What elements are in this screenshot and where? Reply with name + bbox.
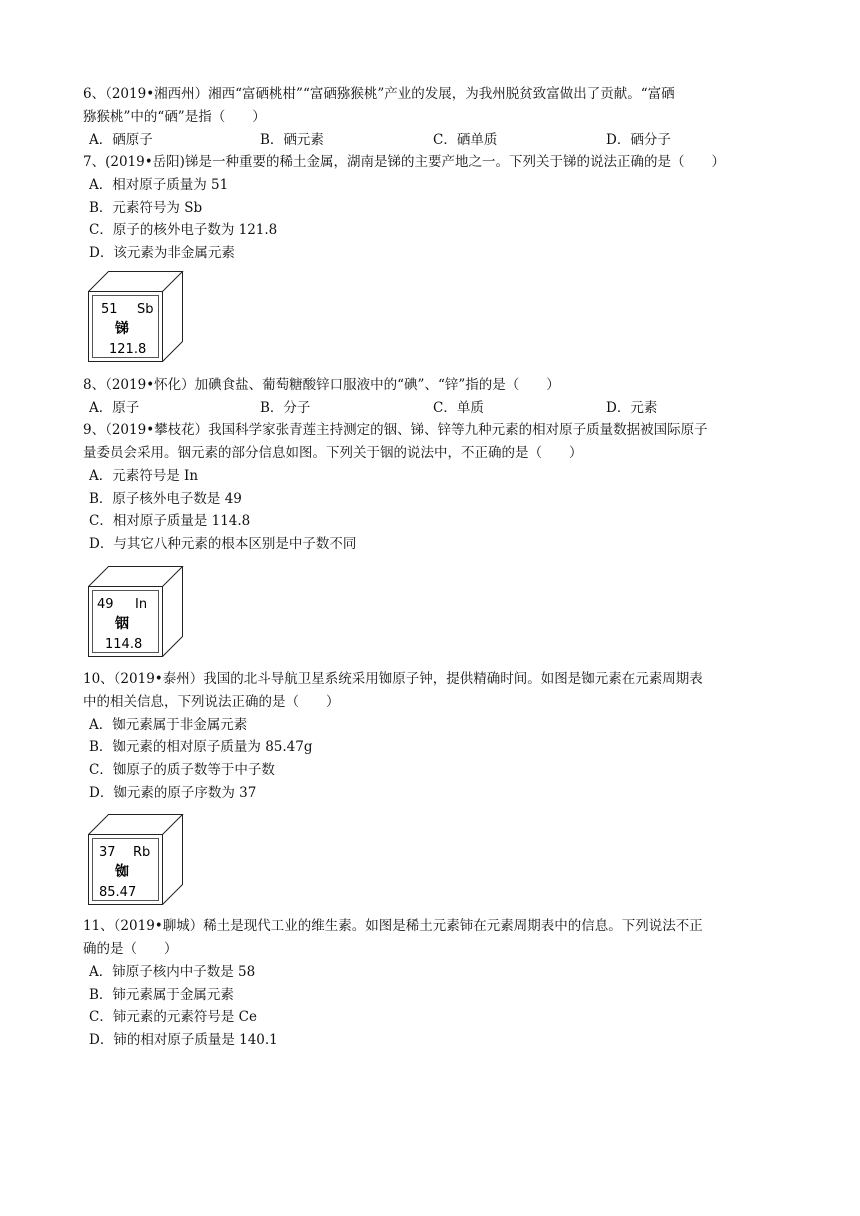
q11-option-c: C．铈元素的元素符号是 Ce <box>89 1009 257 1025</box>
antimony-element-tile <box>85 268 189 366</box>
q11-stem-line-1: 11、（2019•聊城）稀土是现代工业的维生素。如图是稀土元素铈在元素周期表中的信息。下列说法不正 <box>83 918 703 934</box>
q8-stem-line-1: 8、（2019•怀化）加碘食盐、葡萄糖酸锌口服液中的“碘”、“锌”指的是（ ） <box>83 377 560 393</box>
q6-stem-line-2: 猕猴桃”中的“硒”是指（ ） <box>83 109 266 125</box>
q8-option-c: C．单质 <box>433 400 484 416</box>
q11-option-b: B．铈元素属于金属元素 <box>89 987 234 1003</box>
q9-stem-line-2: 量委员会采用。铟元素的部分信息如图。下列关于铟的说法中，不正确的是（ ） <box>83 445 583 461</box>
q10-option-d: D．铷元素的原子序数为 37 <box>89 785 257 801</box>
q8-options <box>89 399 789 417</box>
q9-option-a: A．元素符号是 In <box>89 468 199 484</box>
q6-option-c: C．硒单质 <box>433 132 498 148</box>
q11-stem-line-2: 确的是（ ） <box>83 941 178 957</box>
q6-options <box>89 131 789 149</box>
q10-stem-line-1: 10、（2019•泰州）我国的北斗导航卫星系统采用铷原子钟，提供精确时间。如图是铷元素在元素周期表 <box>83 671 703 687</box>
rubidium-symbol: Rb <box>133 845 151 860</box>
indium-name: 铟 <box>115 616 129 632</box>
q7-option-a: A．相对原子质量为 51 <box>89 177 229 193</box>
rubidium-element-tile <box>85 811 189 909</box>
antimony-name: 锑 <box>115 321 129 337</box>
q6-option-a: A．硒原子 <box>89 132 153 148</box>
antimony-atomic-mass: 121.8 <box>109 342 147 357</box>
indium-atomic-mass: 114.8 <box>105 637 143 652</box>
q8-option-a: A．原子 <box>89 400 140 416</box>
antimony-atomic-number: 51 <box>101 302 118 317</box>
rubidium-atomic-number: 37 <box>99 845 116 860</box>
indium-atomic-number: 49 <box>97 597 114 612</box>
q9-stem-line-1: 9、（2019•攀枝花）我国科学家张青莲主持测定的铟、锑、锌等九种元素的相对原子质量数据被国际原子 <box>83 422 708 438</box>
q10-option-a: A．铷元素属于非金属元素 <box>89 717 248 733</box>
q9-option-d: D．与其它八种元素的根本区别是中子数不同 <box>89 536 357 552</box>
q10-option-b: B．铷元素的相对原子质量为 85.47g <box>89 739 313 755</box>
indium-symbol: In <box>135 597 148 612</box>
q9-option-b: B．原子核外电子数是 49 <box>89 491 242 507</box>
q7-option-b: B．元素符号为 Sb <box>89 200 203 216</box>
q7-option-d: D．该元素为非金属元素 <box>89 245 235 261</box>
indium-element-tile <box>85 563 189 661</box>
q7-stem-line-1: 7、(2019•岳阳)锑是一种重要的稀土金属，湖南是锑的主要产地之一。下列关于锑的说法正确的是（ ） <box>83 154 725 170</box>
q8-option-b: B．分子 <box>260 400 311 416</box>
q6-stem-line-1: 6、（2019•湘西州）湘西“富硒桃柑”“富硒猕猴桃”产业的发展，为我州脱贫致富做出了贡献。“富硒 <box>83 86 675 102</box>
q11-option-a: A．铈原子核内中子数是 58 <box>89 964 256 980</box>
rubidium-atomic-mass: 85.47 <box>99 885 137 900</box>
q6-option-d: D．硒分子 <box>606 132 671 148</box>
q10-stem-line-2: 中的相关信息，下列说法正确的是（ ） <box>83 694 340 710</box>
q7-option-c: C．原子的核外电子数为 121.8 <box>89 222 278 238</box>
q11-option-d: D．铈的相对原子质量是 140.1 <box>89 1032 278 1048</box>
q10-option-c: C．铷原子的质子数等于中子数 <box>89 762 275 778</box>
q9-option-c: C．相对原子质量是 114.8 <box>89 513 251 529</box>
q6-option-b: B．硒元素 <box>260 132 324 148</box>
q8-option-d: D．元素 <box>606 400 658 416</box>
antimony-symbol: Sb <box>137 302 154 317</box>
rubidium-name: 铷 <box>115 864 129 880</box>
